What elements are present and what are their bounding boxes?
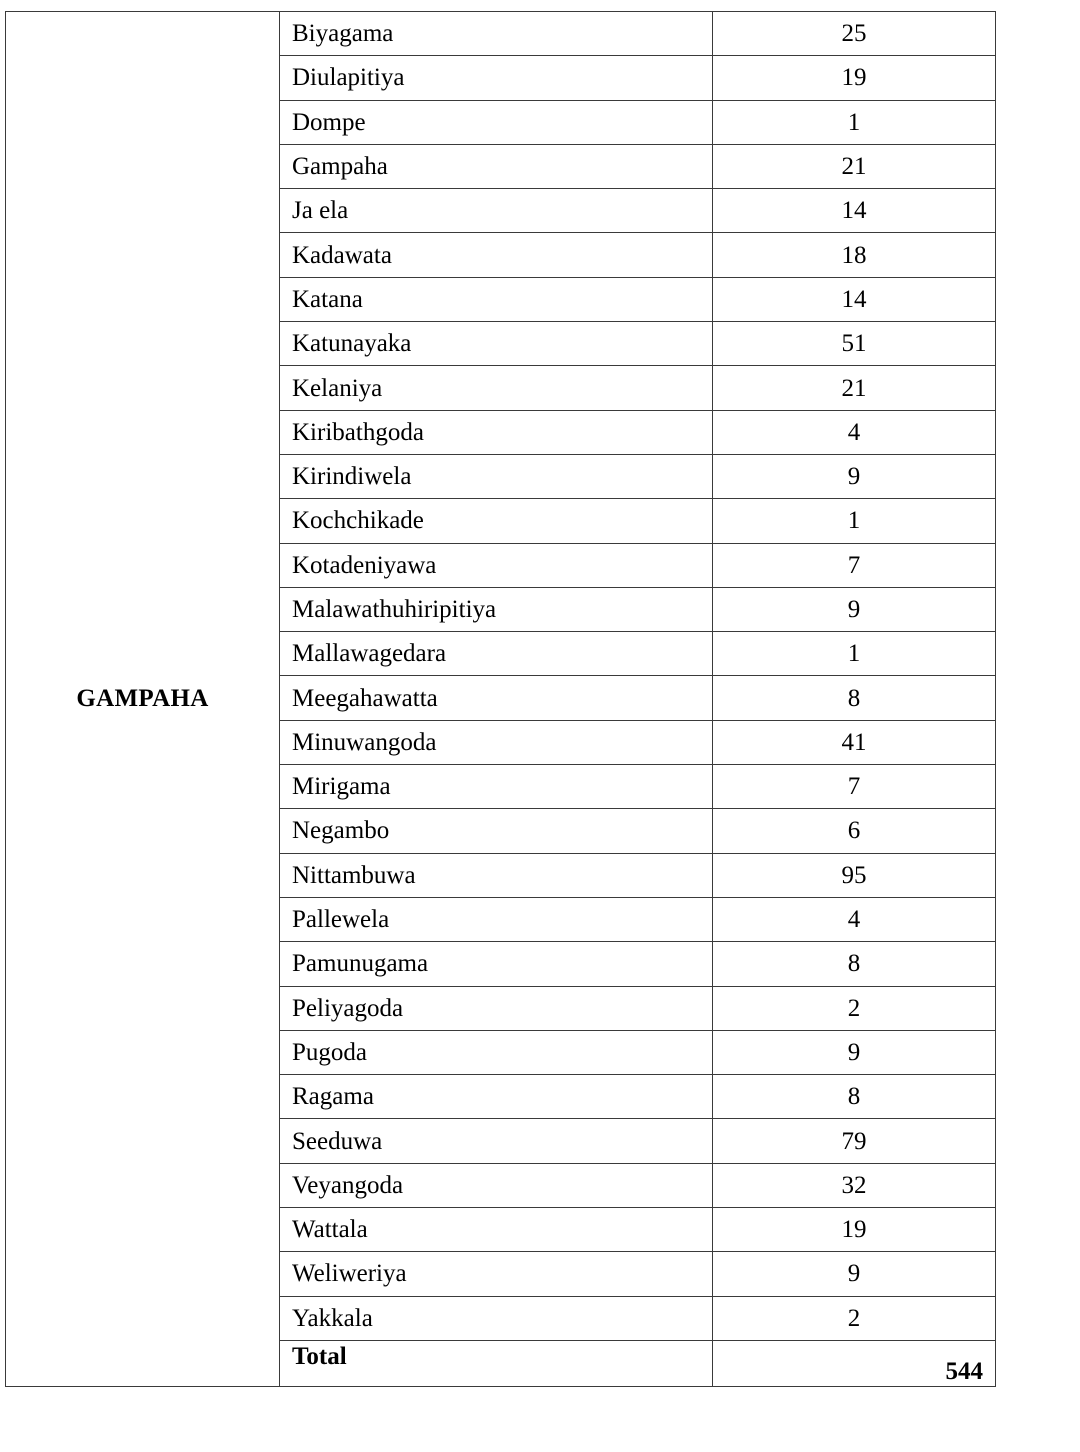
case-count: 9 <box>713 1030 996 1074</box>
case-count: 9 <box>713 587 996 631</box>
district-name: GAMPAHA <box>6 12 280 1387</box>
case-count: 9 <box>713 1252 996 1296</box>
case-count: 41 <box>713 720 996 764</box>
area-name: Nittambuwa <box>280 853 713 897</box>
total-label: Total <box>280 1340 713 1386</box>
area-name: Kiribathgoda <box>280 410 713 454</box>
case-count: 18 <box>713 233 996 277</box>
area-name: Pallewela <box>280 897 713 941</box>
case-count: 21 <box>713 366 996 410</box>
case-count: 25 <box>713 12 996 56</box>
case-count: 4 <box>713 410 996 454</box>
case-count: 1 <box>713 632 996 676</box>
area-name: Pugoda <box>280 1030 713 1074</box>
total-value: 544 <box>713 1340 996 1386</box>
area-name: Minuwangoda <box>280 720 713 764</box>
area-name: Ja ela <box>280 189 713 233</box>
area-name: Kochchikade <box>280 499 713 543</box>
case-count: 6 <box>713 809 996 853</box>
case-count: 95 <box>713 853 996 897</box>
area-name: Kotadeniyawa <box>280 543 713 587</box>
case-count: 79 <box>713 1119 996 1163</box>
table-body <box>6 12 996 1387</box>
area-name: Pamunugama <box>280 942 713 986</box>
area-name: Mirigama <box>280 765 713 809</box>
case-count: 14 <box>713 277 996 321</box>
case-count: 19 <box>713 56 996 100</box>
case-count: 8 <box>713 1075 996 1119</box>
area-name: Katunayaka <box>280 322 713 366</box>
case-count: 8 <box>713 942 996 986</box>
area-name: Malawathuhiripitiya <box>280 587 713 631</box>
area-name: Weliweriya <box>280 1252 713 1296</box>
area-name: Wattala <box>280 1208 713 1252</box>
case-count: 9 <box>713 454 996 498</box>
case-count: 7 <box>713 765 996 809</box>
area-name: Kadawata <box>280 233 713 277</box>
area-name: Katana <box>280 277 713 321</box>
area-name: Mallawagedara <box>280 632 713 676</box>
case-count: 2 <box>713 1296 996 1340</box>
case-count: 14 <box>713 189 996 233</box>
case-count: 32 <box>713 1163 996 1207</box>
case-count: 7 <box>713 543 996 587</box>
area-name: Dompe <box>280 100 713 144</box>
area-name: Veyangoda <box>280 1163 713 1207</box>
area-name: Kirindiwela <box>280 454 713 498</box>
area-name: Ragama <box>280 1075 713 1119</box>
area-name: Seeduwa <box>280 1119 713 1163</box>
case-count: 1 <box>713 499 996 543</box>
case-count: 1 <box>713 100 996 144</box>
table-row <box>6 12 996 56</box>
case-count: 19 <box>713 1208 996 1252</box>
area-name: Yakkala <box>280 1296 713 1340</box>
area-name: Kelaniya <box>280 366 713 410</box>
district-case-table <box>5 11 996 1387</box>
area-name: Biyagama <box>280 12 713 56</box>
area-name: Negambo <box>280 809 713 853</box>
area-name: Gampaha <box>280 144 713 188</box>
case-count: 2 <box>713 986 996 1030</box>
area-name: Diulapitiya <box>280 56 713 100</box>
case-count: 21 <box>713 144 996 188</box>
case-count: 8 <box>713 676 996 720</box>
area-name: Peliyagoda <box>280 986 713 1030</box>
area-name: Meegahawatta <box>280 676 713 720</box>
case-count: 4 <box>713 897 996 941</box>
case-count: 51 <box>713 322 996 366</box>
